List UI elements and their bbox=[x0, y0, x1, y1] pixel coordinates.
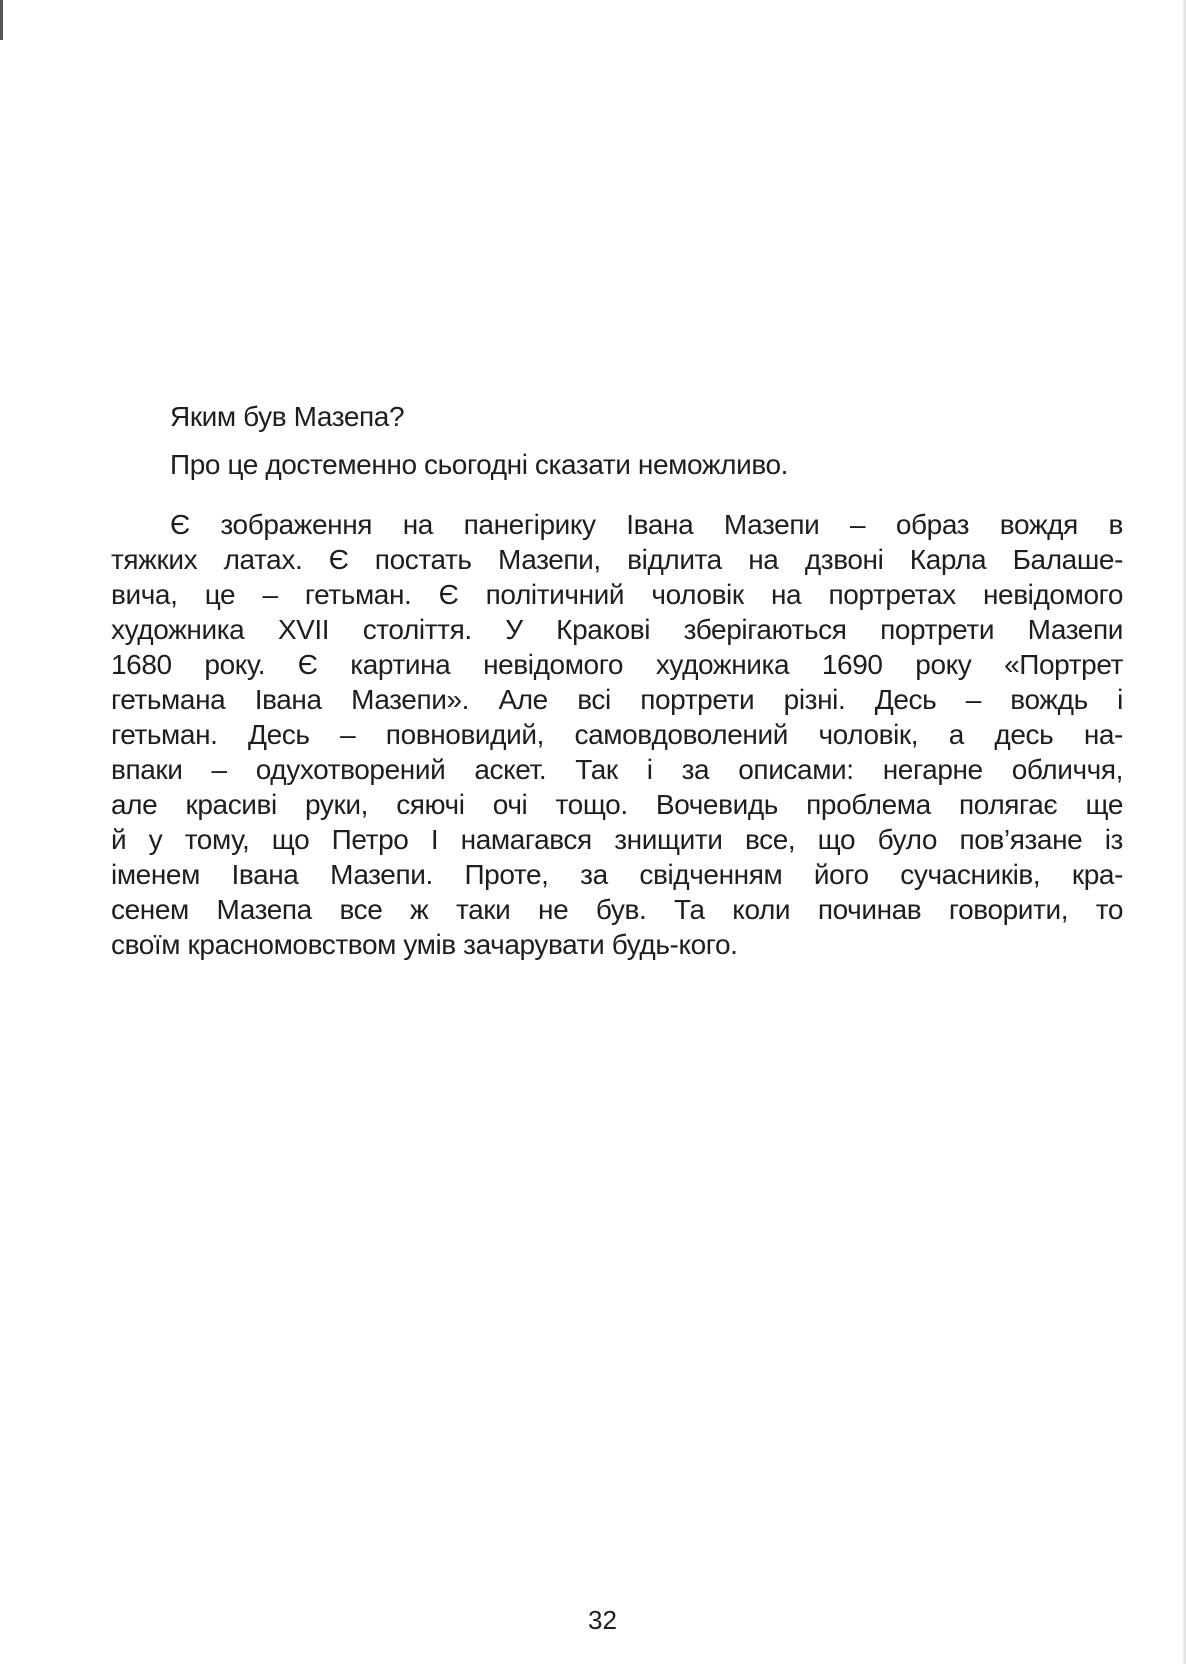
paragraph-line: гетьман. Десь – повновидий, самовдоволений чоловік, а десь на- bbox=[111, 719, 1123, 750]
paragraph-line: 1680 року. Є картина невідомого художника 1690 року «Портрет bbox=[111, 649, 1123, 680]
paragraph-line: гетьмана Івана Мазепи». Але всі портрети різні. Десь – вождь і bbox=[111, 684, 1123, 715]
paragraph-line: іменем Івана Мазепи. Проте, за свідченням його сучасників, кра- bbox=[111, 859, 1123, 890]
paragraph-line: впаки – одухотворений аскет. Так і за описами: негарне обличчя, bbox=[111, 754, 1123, 785]
paragraph-line: тяжких латах. Є постать Мазепи, відлита на дзвоні Карла Балаше- bbox=[111, 544, 1123, 575]
intro-sentence: Про це достеменно сьогодні сказати неможливо. bbox=[170, 449, 789, 480]
paragraph-line: але красиві руки, сяючі очі тощо. Вочевидь проблема полягає ще bbox=[111, 789, 1123, 820]
paragraph-line: сенем Мазепа все ж таки не був. Та коли починав говорити, то bbox=[111, 894, 1123, 925]
page-number: 32 bbox=[588, 1605, 617, 1635]
paragraph-line: художника XVII століття. У Кракові зберігаються портрети Мазепи bbox=[111, 614, 1123, 645]
question-heading: Яким був Мазепа? bbox=[170, 401, 405, 432]
paragraph-line: вича, це – гетьман. Є політичний чоловік на портретах невідомого bbox=[111, 579, 1123, 610]
paragraph-line: й у тому, що Петро І намагався знищити все, що було пов’язане із bbox=[111, 824, 1123, 855]
paragraph-line: своїм красномовством умів зачарувати будь-кого. bbox=[111, 929, 738, 960]
scan-edge-right bbox=[1182, 0, 1186, 1664]
paragraph-line: Є зображення на панегірику Івана Мазепи – образ вождя в bbox=[170, 509, 1123, 540]
scan-edge-left bbox=[0, 0, 3, 40]
